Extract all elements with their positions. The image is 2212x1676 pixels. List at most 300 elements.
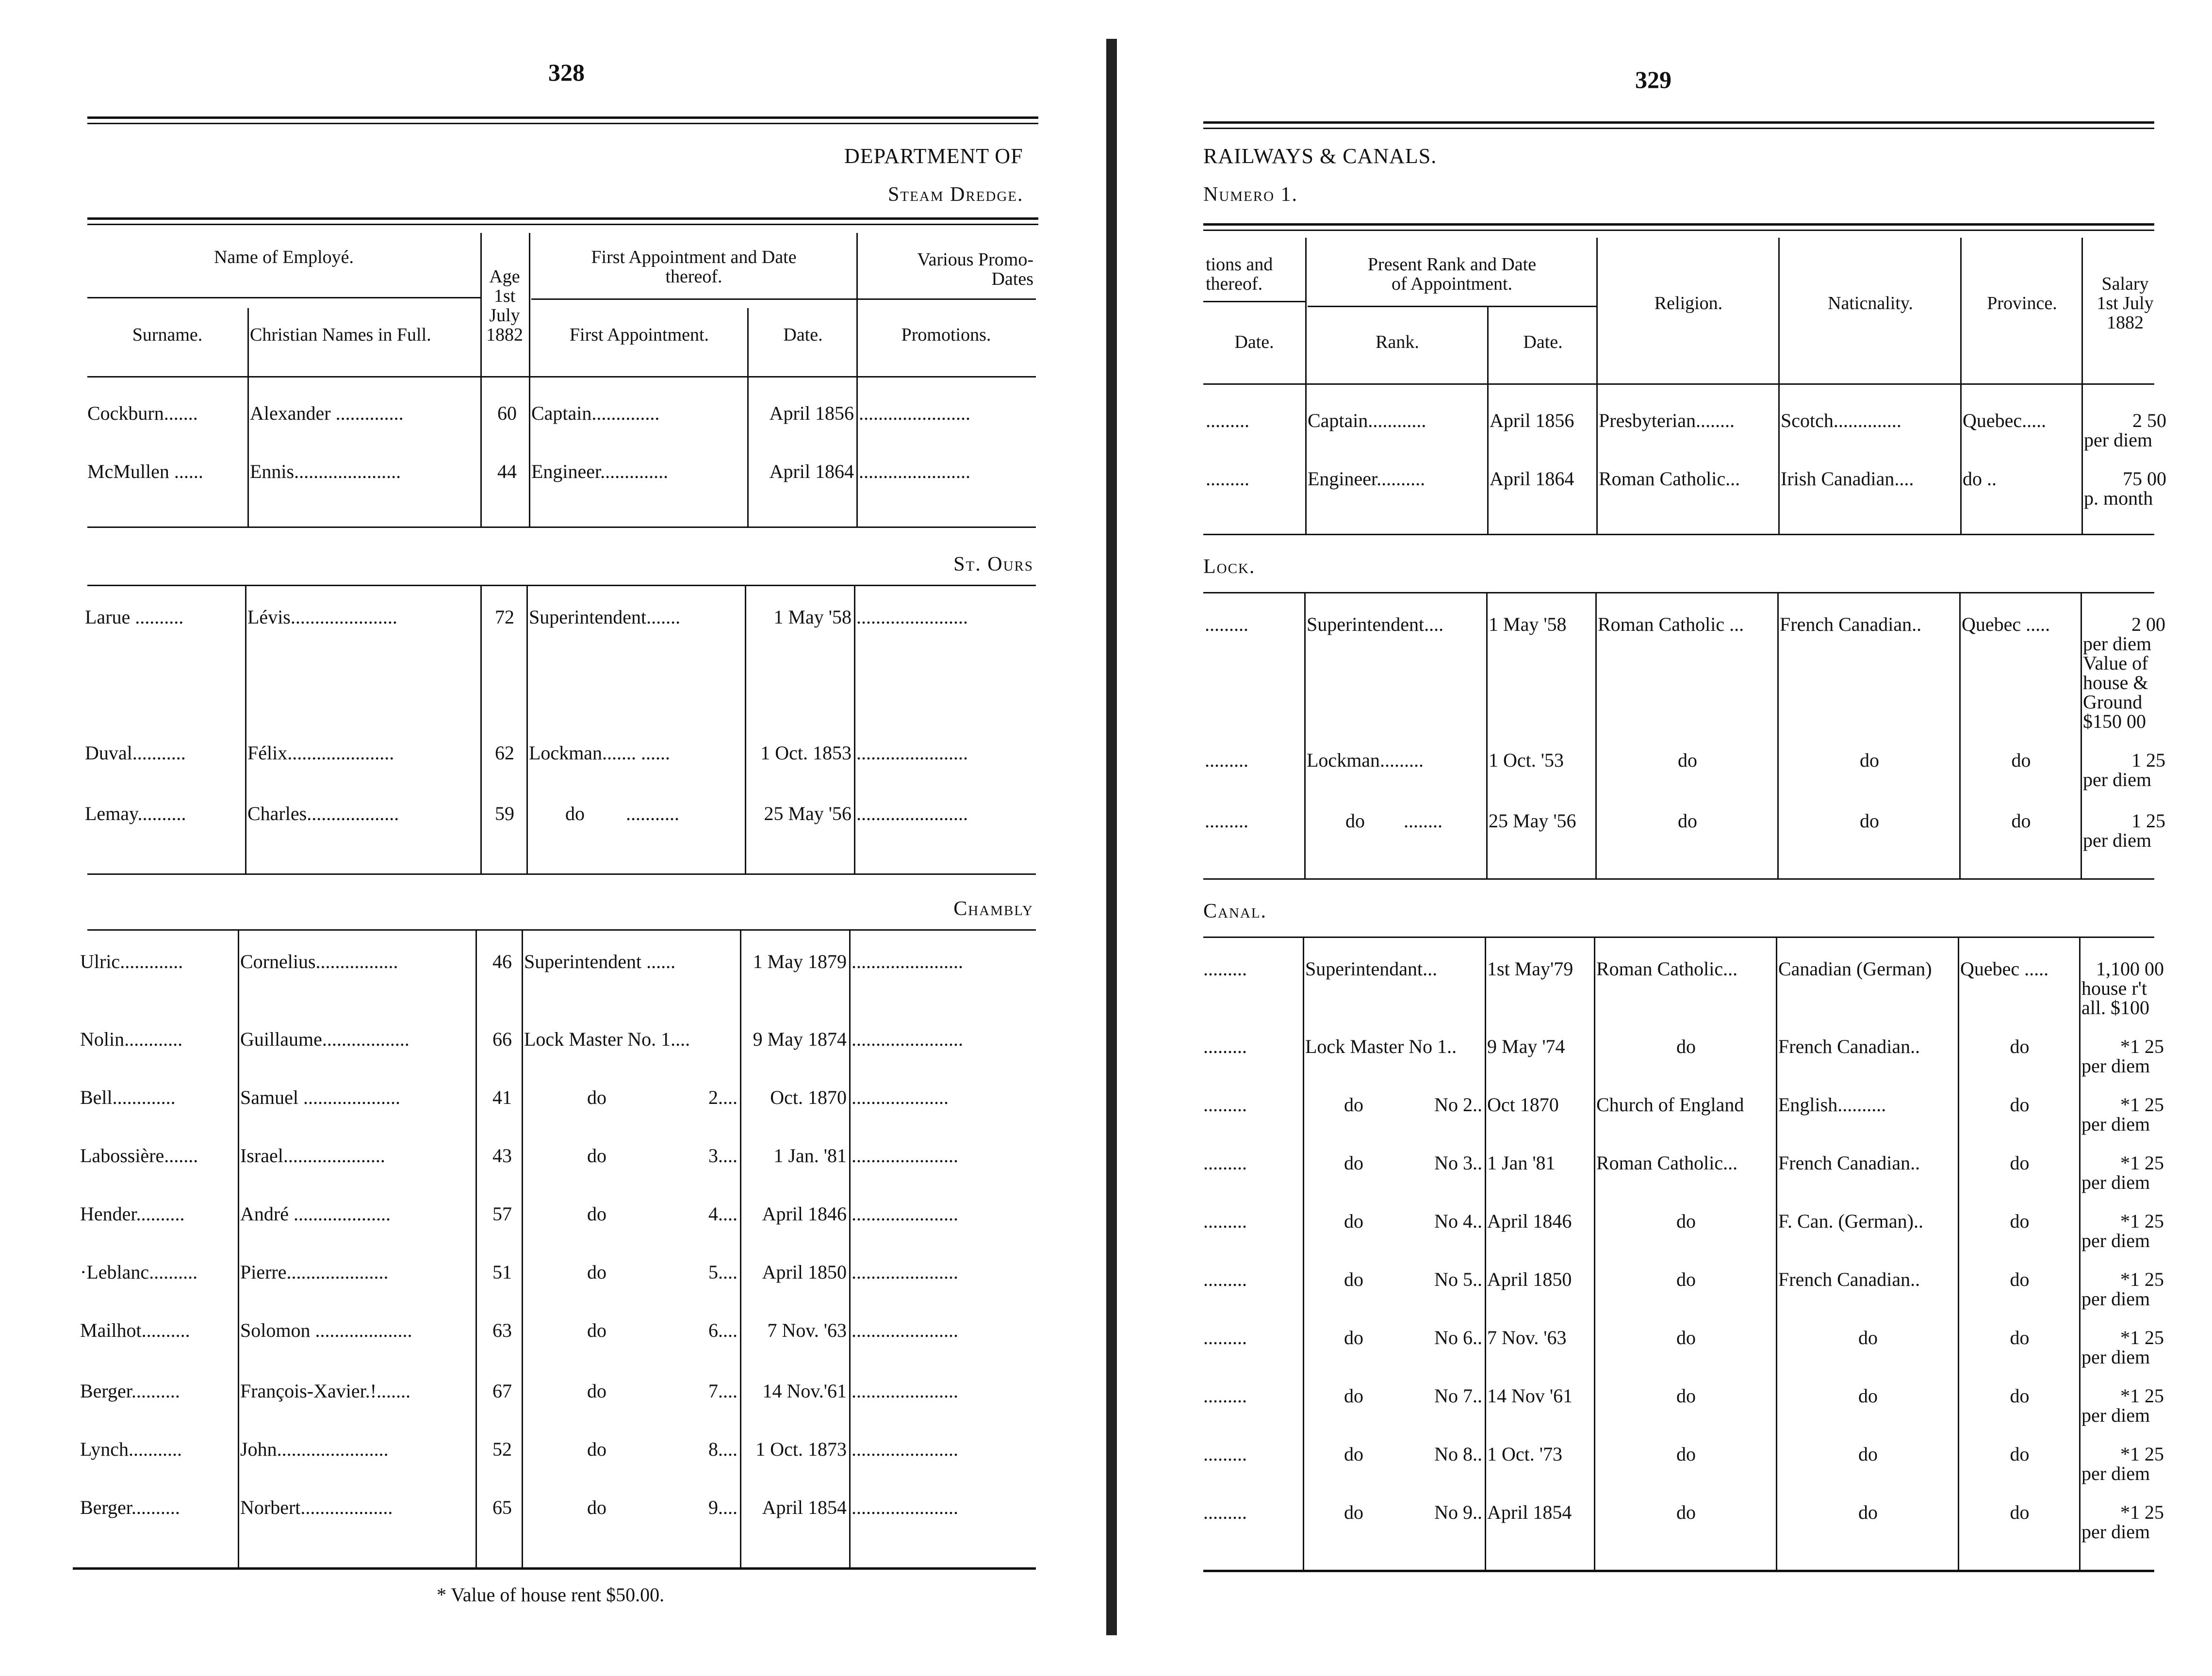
salary: *1 25 — [2120, 1035, 2164, 1057]
religion: do — [1678, 810, 1697, 832]
nationality: French Canadian.. — [1778, 1035, 1920, 1057]
date: April 1864 — [769, 460, 854, 482]
province: do — [2010, 1152, 2030, 1174]
age: 66 — [492, 1028, 512, 1050]
rank: do — [1344, 1094, 1363, 1116]
date: 1 May '58 — [1489, 613, 1567, 635]
top-rule — [1203, 121, 2154, 129]
header-promo-group-2: Dates — [991, 269, 1033, 289]
header-top-rule — [1203, 223, 2154, 231]
salary: per diem — [2081, 1055, 2150, 1077]
date: Oct 1870 — [1487, 1094, 1559, 1116]
salary: per diem — [2083, 633, 2152, 655]
date: 1st May'79 — [1487, 958, 1573, 980]
date: April 1854 — [762, 1496, 847, 1518]
appointment: do — [587, 1438, 606, 1460]
col-line — [1304, 592, 1306, 878]
header-age-3: July — [489, 305, 520, 326]
salary: per diem — [2081, 1521, 2150, 1543]
rank-number: No 7.. — [1434, 1385, 1482, 1407]
rank: do — [1344, 1152, 1363, 1174]
salary: per diem — [2083, 769, 2152, 790]
salary: *1 25 — [2120, 1327, 2164, 1348]
rank-number: No 9.. — [1434, 1501, 1482, 1523]
department-heading: RAILWAYS & CANALS. — [1203, 144, 1437, 168]
salary: 1 25 — [2131, 749, 2165, 771]
promotions: ....................... — [859, 402, 970, 424]
page-number: 328 — [548, 59, 585, 86]
header-first-app-group-1: First Appointment and Date — [591, 247, 797, 267]
date: April 1856 — [769, 402, 854, 424]
appointment: Engineer.............. — [531, 460, 669, 482]
promotion-date: ......... — [1203, 1210, 1247, 1232]
christian-names: Félix...................... — [247, 742, 394, 764]
rank-number: No 8.. — [1434, 1443, 1482, 1465]
religion: Roman Catholic... — [1596, 1152, 1738, 1174]
salary: per diem — [2081, 1230, 2150, 1251]
nationality: English.......... — [1778, 1094, 1886, 1116]
left-page — [0, 0, 1097, 1676]
age: 57 — [492, 1203, 512, 1225]
col-line — [1596, 238, 1598, 534]
page-number: 329 — [1635, 66, 1671, 93]
appointment: do — [587, 1496, 606, 1518]
appointment: Lock Master No. 1.... — [524, 1028, 690, 1050]
promotions: ....................... — [856, 606, 968, 628]
header-promo-cont-1: tions and — [1206, 254, 1273, 275]
rank: Lock Master No 1.. — [1305, 1035, 1457, 1057]
christian-names: Ennis...................... — [250, 460, 401, 482]
promotions: ...................... — [852, 1438, 958, 1460]
date: April 1856 — [1490, 410, 1574, 431]
rank-dots: ........ — [1404, 810, 1442, 832]
promotion-date: ......... — [1203, 1327, 1247, 1348]
appointment-number: 7.... — [708, 1380, 737, 1402]
col-line — [2081, 238, 2083, 534]
rank: do — [1344, 1385, 1363, 1407]
surname: Hender.......... — [80, 1203, 185, 1225]
surname: Berger.......... — [80, 1496, 180, 1518]
rank-number: No 6.. — [1434, 1327, 1482, 1348]
promotion-date: ......... — [1203, 1035, 1247, 1057]
promotion-date: ......... — [1203, 1501, 1247, 1523]
salary: all. $100 — [2081, 997, 2149, 1019]
appointment-number: 8.... — [708, 1438, 737, 1460]
surname: Nolin............ — [80, 1028, 183, 1050]
date: April 1850 — [1487, 1268, 1572, 1290]
promotion-date: ......... — [1203, 1152, 1247, 1174]
salary: per diem — [2081, 1404, 2150, 1426]
surname: Ulric............. — [80, 951, 183, 972]
promotion-date: ......... — [1203, 958, 1247, 980]
section-rule — [87, 873, 1036, 875]
date: April 1864 — [1490, 468, 1574, 490]
header-name-group: Name of Employé. — [213, 247, 354, 267]
age: 43 — [492, 1145, 512, 1167]
age: 62 — [495, 742, 514, 764]
col-line — [522, 929, 523, 1567]
rank: Lockman......... — [1307, 749, 1424, 771]
col-line — [740, 929, 741, 1567]
date: 14 Nov.'61 — [762, 1380, 847, 1402]
table-bottom-rule — [1203, 1570, 2154, 1572]
christian-names: André .................... — [240, 1203, 391, 1225]
nationality: do — [1858, 1385, 1878, 1407]
province: do — [2010, 1094, 2030, 1116]
nationality: Irish Canadian.... — [1781, 468, 1914, 490]
rank: Superintendent.... — [1307, 613, 1444, 635]
header-first-app-group-2: thereof. — [665, 266, 722, 287]
section-rule — [87, 526, 1036, 528]
col-line — [238, 929, 239, 1567]
rank-number: No 2.. — [1434, 1094, 1482, 1116]
appointment: do — [587, 1380, 606, 1402]
surname: Cockburn....... — [87, 402, 198, 424]
col-line — [480, 233, 482, 526]
date: 14 Nov '61 — [1487, 1385, 1573, 1407]
christian-names: Pierre..................... — [240, 1261, 389, 1283]
promotion-date: ......... — [1203, 1385, 1247, 1407]
section-rule — [1203, 878, 2154, 880]
header-rule — [1308, 306, 1596, 307]
header-age-2: 1st — [493, 286, 516, 306]
surname: Bell............. — [80, 1086, 176, 1108]
header-bottom-rule — [1203, 383, 2154, 385]
religion: Presbyterian........ — [1599, 410, 1735, 431]
salary: 1,100 00 — [2096, 958, 2164, 980]
nationality: do — [1860, 810, 1879, 832]
salary: per diem — [2081, 1346, 2150, 1368]
age: 60 — [497, 402, 517, 424]
age: 67 — [492, 1380, 512, 1402]
col-line — [1778, 238, 1780, 534]
header-salary-1: Salary — [2101, 274, 2149, 294]
salary: $150 00 — [2083, 710, 2146, 732]
salary: *1 25 — [2120, 1385, 2164, 1407]
promotion-date: ......... — [1205, 749, 1248, 771]
section-rule — [1203, 592, 2154, 593]
province: do — [2011, 749, 2031, 771]
salary: 75 00 — [2123, 468, 2166, 490]
appointment: do — [587, 1145, 606, 1167]
department-heading: DEPARTMENT OF — [844, 144, 1023, 168]
promotion-date: ......... — [1203, 1443, 1247, 1465]
rank: do — [1344, 1268, 1363, 1290]
date: 9 May '74 — [1487, 1035, 1565, 1057]
col-line — [1487, 306, 1489, 534]
col-line — [2081, 592, 2082, 878]
header-rule — [1203, 301, 1305, 302]
date: April 1854 — [1487, 1501, 1572, 1523]
age: 72 — [495, 606, 514, 628]
religion: Roman Catholic... — [1599, 468, 1740, 490]
col-line — [1959, 592, 1961, 878]
col-line — [854, 585, 855, 873]
col-line — [1960, 238, 1962, 534]
appointment: do — [587, 1086, 606, 1108]
appointment: Superintendent ...... — [524, 951, 676, 972]
date: 1 May 1879 — [753, 951, 847, 972]
date: 9 May 1874 — [753, 1028, 847, 1050]
christian-names: Alexander .............. — [250, 402, 404, 424]
book-spine — [1106, 39, 1117, 1635]
section-chambly: Chambly — [953, 898, 1033, 920]
header-province: Province. — [1987, 293, 2057, 313]
col-line — [1303, 937, 1304, 1570]
province: Quebec..... — [1963, 410, 2047, 431]
rank: Captain............ — [1308, 410, 1426, 431]
province: do — [2010, 1385, 2030, 1407]
christian-names: Israel..................... — [240, 1145, 385, 1167]
header-bottom-rule — [87, 376, 1036, 378]
header-first-app: First Appointment. — [569, 325, 709, 345]
col-line — [480, 585, 482, 873]
appointment: Captain.............. — [531, 402, 660, 424]
header-top-rule — [87, 217, 1038, 225]
section-canal: Canal. — [1203, 900, 1267, 922]
nationality: French Canadian.. — [1778, 1152, 1920, 1174]
province: do — [2010, 1035, 2030, 1057]
section-rule — [87, 929, 1036, 931]
date: 1 Oct. 1853 — [760, 742, 852, 764]
surname: Larue .......... — [85, 606, 184, 628]
appointment-dots: ........... — [626, 803, 679, 824]
religion: do — [1676, 1443, 1696, 1465]
appointment: do — [565, 803, 585, 824]
salary: per diem — [2084, 429, 2153, 451]
christian-names: Norbert................... — [240, 1496, 393, 1518]
header-rule — [87, 297, 480, 298]
col-line — [1305, 238, 1307, 534]
appointment-number: 4.... — [708, 1203, 737, 1225]
date: 25 May '56 — [1489, 810, 1576, 832]
province: Quebec ..... — [1960, 958, 2049, 980]
nationality: F. Can. (German).. — [1778, 1210, 1923, 1232]
province: do — [2010, 1210, 2030, 1232]
appointment: do — [587, 1261, 606, 1283]
col-line — [475, 929, 477, 1567]
religion: Church of England — [1596, 1094, 1744, 1116]
christian-names: Guillaume.................. — [240, 1028, 410, 1050]
top-rule — [87, 116, 1038, 124]
salary: p. month — [2084, 487, 2153, 509]
subheading: Steam Dredge. — [888, 183, 1024, 206]
nationality: Scotch.............. — [1781, 410, 1901, 431]
age: 51 — [492, 1261, 512, 1283]
salary: 1 25 — [2131, 810, 2165, 832]
col-line — [747, 308, 749, 526]
salary: *1 25 — [2120, 1094, 2164, 1116]
age: 52 — [492, 1438, 512, 1460]
surname: ·Leblanc.......... — [80, 1261, 198, 1283]
date: 7 Nov. '63 — [767, 1319, 847, 1341]
religion: do — [1676, 1327, 1696, 1348]
appointment-number: 3.... — [708, 1145, 737, 1167]
nationality: French Canadian.. — [1780, 613, 1922, 635]
header-date: Date. — [783, 325, 823, 345]
salary: per diem — [2081, 1462, 2150, 1484]
col-line — [1776, 937, 1777, 1570]
col-line — [1777, 592, 1779, 878]
province: do — [2011, 810, 2031, 832]
header-rule — [531, 298, 1036, 300]
salary: Value of — [2083, 652, 2148, 674]
col-line — [849, 929, 851, 1567]
province: do — [2010, 1327, 2030, 1348]
surname: McMullen ...... — [87, 460, 203, 482]
date: 1 Oct. 1873 — [755, 1438, 847, 1460]
section-lock: Lock. — [1203, 556, 1256, 578]
salary: 2 50 — [2132, 410, 2166, 431]
surname: Duval........... — [85, 742, 186, 764]
rank-number: No 3.. — [1434, 1152, 1482, 1174]
header-date: Date. — [1234, 332, 1274, 352]
province: do — [2010, 1268, 2030, 1290]
christian-names: Samuel .................... — [240, 1086, 400, 1108]
nationality: do — [1858, 1443, 1878, 1465]
section-rule — [87, 585, 1036, 586]
header-surname: Surname. — [132, 325, 203, 345]
province: do — [2010, 1443, 2030, 1465]
header-present-group-2: of Appointment. — [1391, 274, 1513, 294]
nationality: French Canadian.. — [1778, 1268, 1920, 1290]
col-line — [1594, 937, 1595, 1570]
date: April 1846 — [1487, 1210, 1572, 1232]
surname: Lemay.......... — [85, 803, 186, 824]
header-christian: Christian Names in Full. — [250, 325, 431, 345]
appointment-number: 2.... — [708, 1086, 737, 1108]
christian-names: Lévis...................... — [247, 606, 397, 628]
header-salary-2: 1st July — [2097, 293, 2154, 313]
promotions: ...................... — [852, 1145, 958, 1167]
salary: *1 25 — [2120, 1443, 2164, 1465]
salary: *1 25 — [2120, 1268, 2164, 1290]
age: 63 — [492, 1319, 512, 1341]
date: April 1850 — [762, 1261, 847, 1283]
promotion-date: ......... — [1203, 1094, 1247, 1116]
appointment-number: 6.... — [708, 1319, 737, 1341]
table-bottom-rule — [73, 1567, 1036, 1570]
promotions: ...................... — [852, 1496, 958, 1518]
christian-names: John....................... — [240, 1438, 389, 1460]
christian-names: Charles................... — [247, 803, 399, 824]
header-rank: Rank. — [1376, 332, 1419, 352]
surname: Berger.......... — [80, 1380, 180, 1402]
promotion-date: ......... — [1206, 410, 1249, 431]
religion: do — [1676, 1268, 1696, 1290]
appointment: Lockman....... ...... — [529, 742, 671, 764]
appointment: do — [587, 1203, 606, 1225]
promotions: ...................... — [852, 1261, 958, 1283]
col-line — [247, 308, 249, 526]
date: 1 Oct. '73 — [1487, 1443, 1562, 1465]
date: 1 Oct. '53 — [1489, 749, 1564, 771]
salary: Ground — [2083, 691, 2143, 713]
section-st-ours: St. Ours — [953, 553, 1033, 575]
right-page — [1131, 0, 2212, 1676]
salary: per diem — [2081, 1171, 2150, 1193]
promotion-date: ......... — [1206, 468, 1249, 490]
age: 41 — [492, 1086, 512, 1108]
appointment: do — [587, 1319, 606, 1341]
religion: do — [1676, 1035, 1696, 1057]
header-salary-3: 1882 — [2107, 312, 2144, 333]
salary: per diem — [2081, 1288, 2150, 1310]
salary: per diem — [2081, 1113, 2150, 1135]
section-rule — [1203, 937, 2154, 938]
col-line — [1486, 592, 1488, 878]
promotion-date: ......... — [1203, 1268, 1247, 1290]
salary: *1 25 — [2120, 1210, 2164, 1232]
promotions: ....................... — [859, 460, 970, 482]
religion: do — [1676, 1385, 1696, 1407]
appointment-number: 9.... — [708, 1496, 737, 1518]
rank: do — [1344, 1501, 1363, 1523]
rank: do — [1344, 1210, 1363, 1232]
promotion-date: ......... — [1205, 810, 1248, 832]
promotions: ...................... — [852, 1380, 958, 1402]
nationality: do — [1860, 749, 1879, 771]
header-date2: Date. — [1523, 332, 1563, 352]
col-line — [2079, 937, 2081, 1570]
religion: do — [1678, 749, 1697, 771]
rank: Superintendant... — [1305, 958, 1438, 980]
col-line — [1485, 937, 1486, 1570]
header-nationality: Naticnality. — [1828, 293, 1913, 313]
date: Oct. 1870 — [770, 1086, 847, 1108]
subheading: Numero 1. — [1203, 183, 1298, 206]
col-line — [245, 585, 246, 873]
header-age-1: Age — [489, 266, 520, 287]
age: 46 — [492, 951, 512, 972]
religion: Roman Catholic... — [1596, 958, 1738, 980]
promotions: ...................... — [852, 1203, 958, 1225]
col-line — [856, 233, 858, 526]
date: 1 Jan '81 — [1487, 1152, 1556, 1174]
salary: *1 25 — [2120, 1501, 2164, 1523]
col-line — [526, 585, 528, 873]
promotions: ....................... — [856, 742, 968, 764]
header-promo-group-1: Various Promo- — [917, 249, 1033, 270]
surname: Lynch........... — [80, 1438, 182, 1460]
age: 44 — [497, 460, 517, 482]
salary: 2 00 — [2131, 613, 2165, 635]
header-promo-cont-2: thereof. — [1206, 274, 1263, 294]
nationality: do — [1858, 1501, 1878, 1523]
salary: house & — [2083, 672, 2148, 693]
religion: Roman Catholic ... — [1598, 613, 1744, 635]
rank: Engineer.......... — [1308, 468, 1426, 490]
col-line — [1595, 592, 1597, 878]
col-line — [529, 233, 530, 526]
province: do .. — [1963, 468, 1997, 490]
province: Quebec ..... — [1962, 613, 2050, 635]
promotions: ....................... — [852, 951, 963, 972]
header-age-4: 1882 — [486, 325, 523, 345]
age: 65 — [492, 1496, 512, 1518]
rank: do — [1344, 1443, 1363, 1465]
header-promotions: Promotions. — [901, 325, 991, 345]
nationality: do — [1858, 1327, 1878, 1348]
age: 59 — [495, 803, 514, 824]
promotions: ....................... — [852, 1028, 963, 1050]
nationality: Canadian (German) — [1778, 958, 1932, 980]
rank-number: No 4.. — [1434, 1210, 1482, 1232]
promotions: .................... — [852, 1086, 949, 1108]
rank: do — [1344, 1327, 1363, 1348]
header-religion: Religion. — [1654, 293, 1723, 313]
religion: do — [1676, 1501, 1696, 1523]
